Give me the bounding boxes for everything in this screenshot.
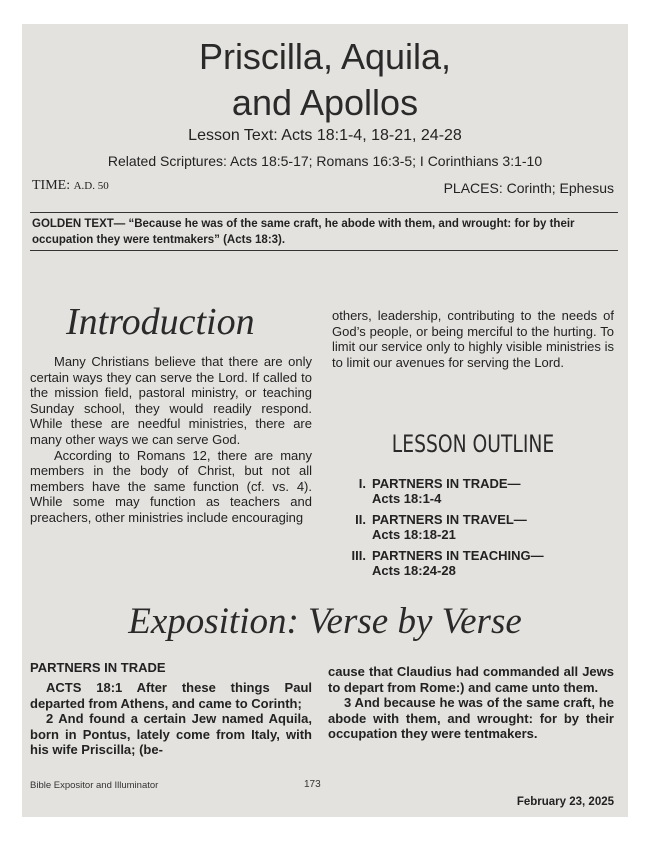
outline-item [344,548,594,578]
section-heading: PARTNERS IN TRADE [30,660,166,675]
outline-item-reference: Acts 18:1-4 [372,491,442,506]
verse: ACTS 18:1 After these things Paul departed from Athens, and came to Corinth; [30,680,312,711]
lesson-date: February 23, 2025 [516,796,614,808]
outline-item [344,476,594,506]
outline-item-number: III. [351,548,366,563]
introduction-paragraph: According to Romans 12, there are many members in the body of Christ, but not all members have the same function (cf. vs. 4). While some may function as teachers and preachers, other ministries include encouraging [30,447,312,525]
verse: 3 And because he was of the same craft, he abode with them, and wrought: for by their occupation they were tentmakers. [328,695,614,742]
page-title-line-1: Priscilla, Aquila, [198,36,452,77]
time-line [32,178,109,194]
time-label: TIME: [32,178,71,193]
lesson-outline-list [344,476,594,584]
places-line: PLACES: Corinth; Ephesus [443,180,614,196]
lesson-outline-heading: LESSON OUTLINE [391,430,555,458]
related-scriptures: Related Scriptures: Acts 18:5-17; Romans 16:3-5; I Corinthians 3:1-10 [107,153,543,169]
introduction-body [30,354,312,526]
outline-item-reference: Acts 18:24-28 [372,563,456,578]
exposition-heading: Exposition: Verse by Verse [128,601,522,642]
outline-item-number: II. [355,512,366,527]
page-number: 173 [304,779,321,790]
divider-top [30,212,618,213]
time-value: A.D. 50 [73,180,109,192]
outline-item [344,512,594,542]
verse-continuation: cause that Claudius had commanded all Jews to depart from Rome:) and came unto them. [328,664,614,695]
golden-text-label: GOLDEN TEXT— [32,218,126,230]
lesson-text-reference: Lesson Text: Acts 18:1-4, 18-21, 24-28 [188,127,462,144]
page-title-line-2: and Apollos [231,82,419,123]
golden-text [32,216,618,248]
verse: 2 And found a certain Jew named Aquila, born in Pontus, lately come from Italy, with his wife Priscilla; (be- [30,711,312,758]
outline-item-reference: Acts 18:18-21 [372,527,456,542]
verses-left-column [30,680,312,758]
introduction-paragraph: Many Christians believe that there are only certain ways they can serve the Lord. If called to the mission field, pastoral ministry, or teaching Sunday school, they would readily respond. While these are needful ministries, there are many other ways we can serve God. [30,354,312,447]
divider-bottom [30,250,618,251]
outline-item-title: PARTNERS IN TRADE— [372,476,521,491]
outline-item-title: PARTNERS IN TRAVEL— [372,512,527,527]
outline-item-number: I. [358,476,366,491]
introduction-continuation: others, leadership, contributing to the needs of God’s people, or being merciful to the hurting. To limit our service only to highly visible ministries is to limit our avenues for serving the Lord. [332,308,614,370]
introduction-heading: Introduction [66,301,255,343]
verses-right-column [328,664,614,742]
lesson-page [22,24,628,817]
golden-text-quote: “Because he was of the same craft, he abode with them, and wrought: for by their occupation they were tentmakers” (Acts 18:3). [32,218,575,246]
publication-name: Bible Expositor and Illuminator [30,780,159,791]
outline-item-title: PARTNERS IN TEACHING— [372,548,544,563]
